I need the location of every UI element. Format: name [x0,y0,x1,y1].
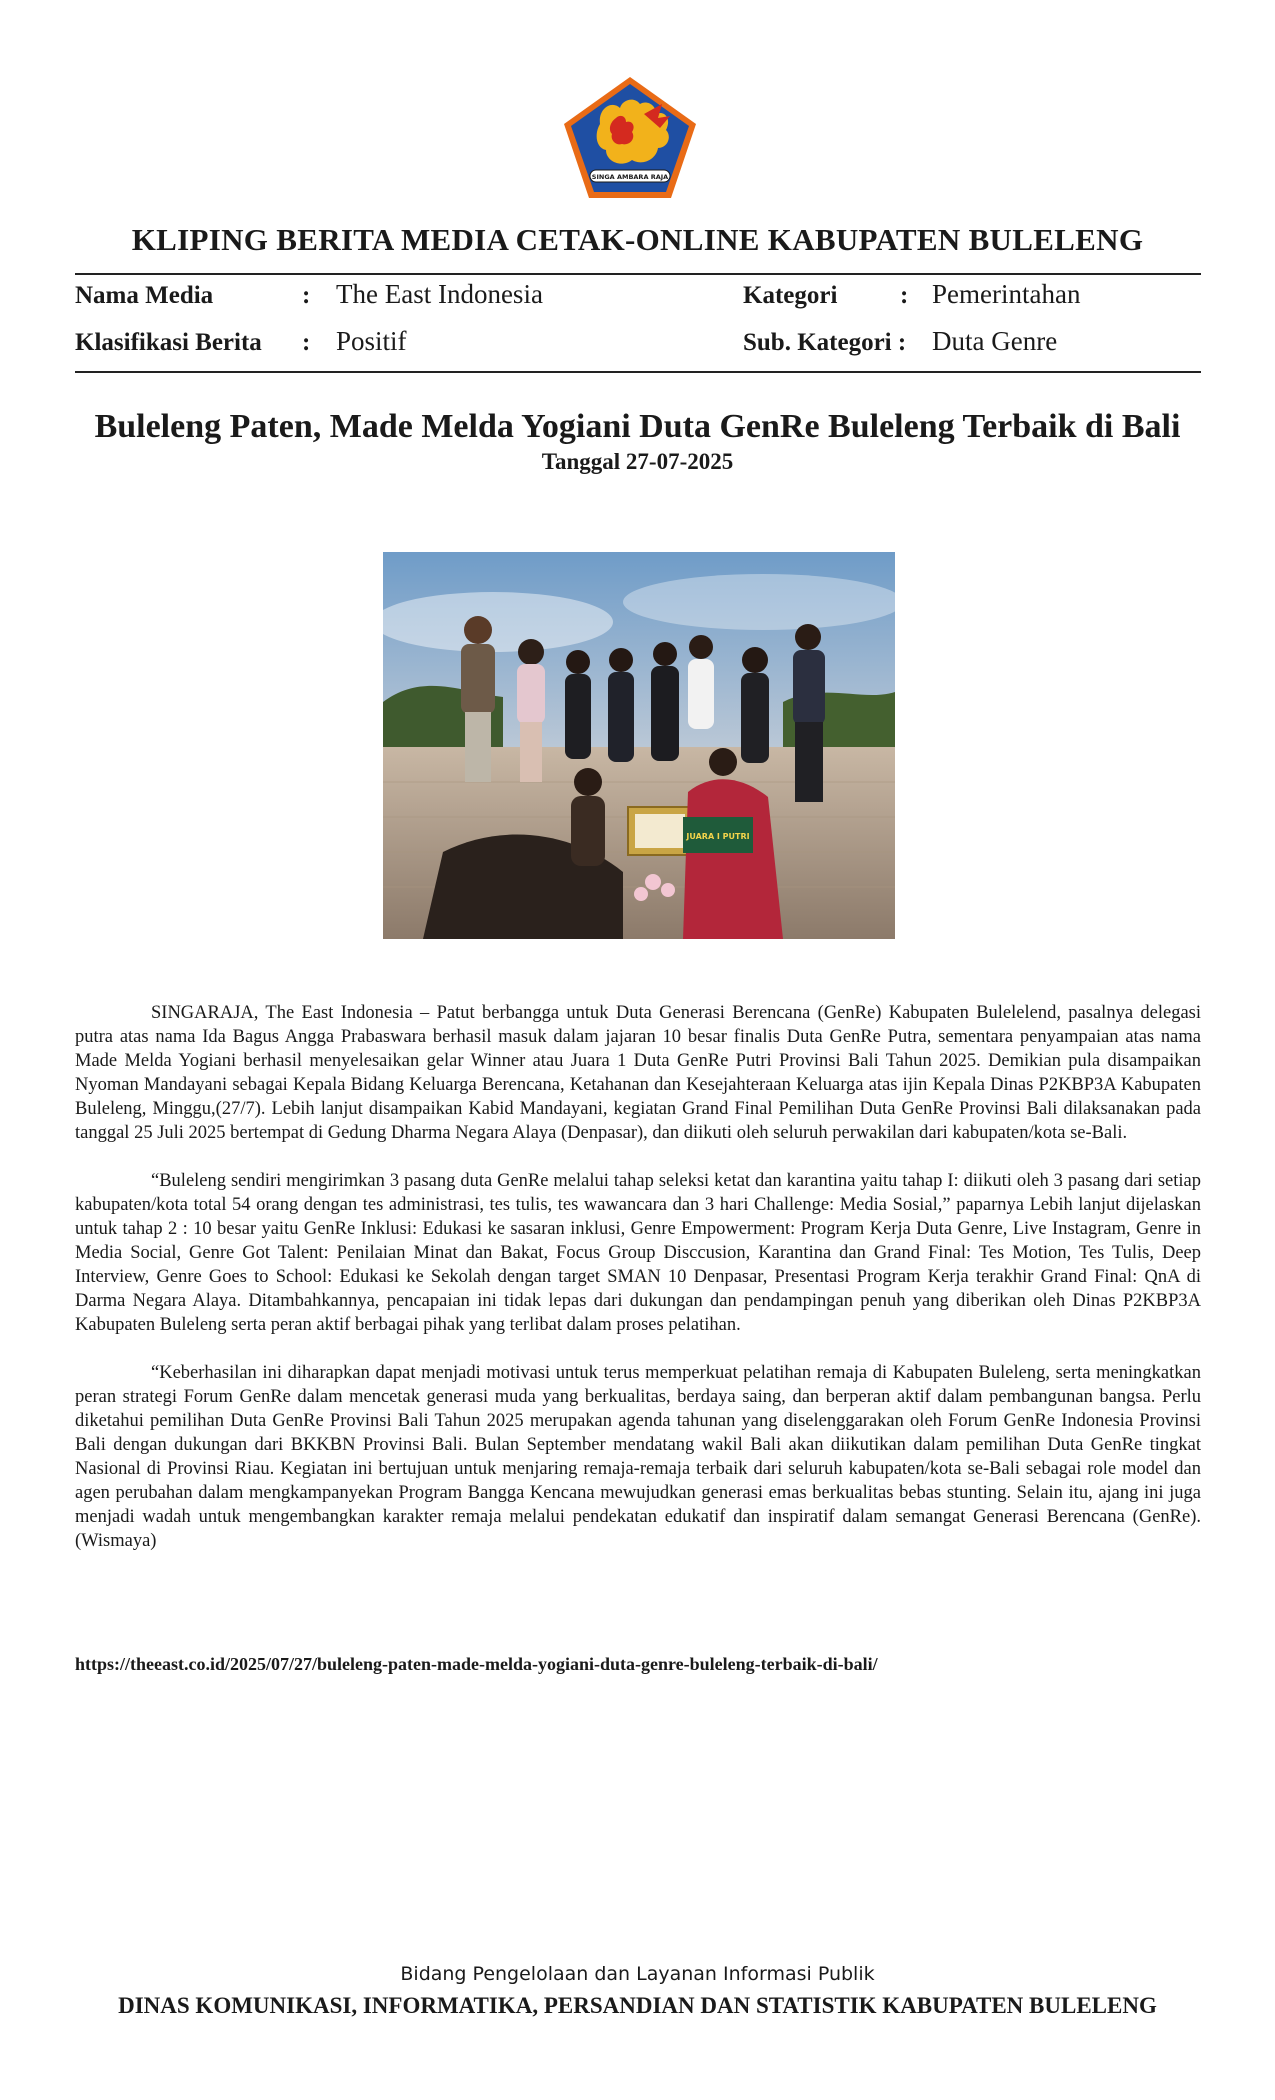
meta-colon: : [302,329,311,356]
header-top-rule [75,273,1201,275]
nama-media-value: The East Indonesia [336,279,543,309]
sub-kategori-label: Sub. Kategori : [743,329,907,356]
source-url-link[interactable]: https://theeast.co.id/2025/07/27/buleleng-paten-made-melda-yogiani-duta-genre-buleleng-terbaik-di-bali/ [75,1654,878,1674]
article-date: Tanggal 27-07-2025 [541,449,734,474]
kategori-value: Pemerintahan [932,279,1081,309]
photo-banner-text: JUARA I PUTRI [686,832,750,841]
klasifikasi-berita-value: Positif [336,326,407,356]
article-paragraph: “Buleleng sendiri mengirimkan 3 pasang duta GenRe melalui tahap seleksi ketat dan karantina yaitu tahap I: diikuti oleh 3 pasang dari setiap kabupaten/kota total 54 orang dengan tes administrasi, tes tulis, tes wawancara dan 3 hari Challenge: Media Sosial,” paparnya Lebih lanjut dijelaskan untuk tahap 2 : 10 besar yaitu GenRe Inklusi: Edukasi ke sasaran inklusi, Genre Empowerment: Program Kerja Duta Genre, Live Instagram, Genre in Media Social, Genre Got Talent: Penilaian Minat dan Bakat, Focus Group Disccusion, Karantina dan Grand Final: Tes Motion, Tes Tulis, Deep Interview, Genre Goes to School: Edukasi ke Sekolah dengan target SMAN 10 Denpasar, Presentasi Program Kerja terakhir Grand Final: QnA di Darma Negara Alaya. Ditambahkannya, pencapaian ini tidak lepas dari dukungan dan pendampingan penuh yang diberikan oleh Dinas P2KBP3A Kabupaten Buleleng serta peran aktif berbagai pihak yang terlibat dalam proses pelatihan. [75,1171,1201,1335]
meta-colon: : [900,282,909,309]
article-title: Buleleng Paten, Made Melda Yogiani Duta GenRe Buleleng Terbaik di Bali [94,408,1181,445]
sub-kategori-value: Duta Genre [932,326,1058,356]
article-paragraph: SINGARAJA, The East Indonesia – Patut berbangga untuk Duta Generasi Berencana (GenRe) Kabupaten Bulelelend, pasalnya delegasi putra atas nama Ida Bagus Angga Prabaswara berhasil masuk dalam jajaran 10 besar finalis Duta GenRe Putra, sementara penyampaian atas nama Made Melda Yogiani berhasil menyelesaikan gelar Winner atau Juara 1 Duta GenRe Putri Provinsi Bali Tahun 2025. Demikian pula disampaikan Nyoman Mandayani sebagai Kepala Bidang Keluarga Berencana, Ketahanan dan Kesejahteraan Keluarga atas ijin Kepala Dinas P2KBP3A Kabupaten Buleleng, Minggu,(27/7). Lebih lanjut disampaikan Kabid Mandayani, kegiatan Grand Final Pemilihan Duta GenRe Provinsi Bali dilaksanakan pada tanggal 25 Juli 2025 bertempat di Gedung Dharma Negara Alaya (Denpasar), dan diikuti oleh seluruh perwakilan dari kabupaten/kota se-Bali. [75,1003,1201,1143]
header-bottom-rule [75,371,1201,373]
nama-media-label: Nama Media [75,282,214,309]
regency-logo [560,74,700,202]
meta-colon: : [302,282,311,309]
article-body [75,1001,1201,1577]
buleleng-regency-seal-icon [560,74,700,202]
seal-text: SINGA AMBARA RAJA [591,173,669,181]
footer-agency: DINAS KOMUNIKASI, INFORMATIKA, PERSANDIAN DAN STATISTIK KABUPATEN BULELENG [118,1993,1157,2018]
article-paragraph: “Keberhasilan ini diharapkan dapat menjadi motivasi untuk terus memperkuat pelatihan remaja di Kabupaten Buleleng, serta meningkatkan peran strategi Forum GenRe dalam mencetak generasi muda yang berkualitas, berdaya saing, dan berperan aktif dalam pembangunan bangsa. Perlu diketahui pemilihan Duta GenRe Provinsi Bali Tahun 2025 merupakan agenda tahunan yang diselenggarakan oleh Forum GenRe Indonesia Provinsi Bali dengan dukungan dari BKKBN Provinsi Bali. Bulan September mendatang wakil Bali akan diikutikan dalam pemilihan Duta GenRe tingkat Nasional di Provinsi Riau. Kegiatan ini bertujuan untuk menjaring remaja-remaja terbaik dari seluruh kabupaten/kota se-Bali sebagai role model dan agen perubahan dalam mengkampanyekan Program Bangga Kencana mewujudkan generasi emas berkualitas bebas stunting. Selain itu, ajang ini juga menjadi wadah untuk mengembangkan karakter remaja melalui pendekatan edukatif dan inspiratif dalam semangat Generasi Berencana (GenRe).(Wismaya) [75,1363,1201,1551]
kategori-label: Kategori [743,282,838,309]
clipping-header-title: KLIPING BERITA MEDIA CETAK-ONLINE KABUPATEN BULELENG [131,222,1144,257]
klasifikasi-berita-label: Klasifikasi Berita [75,329,262,356]
footer-department: Bidang Pengelolaan dan Layanan Informasi Publik [400,1963,875,1985]
article-photo [383,552,895,939]
group-photo-image [383,552,895,939]
